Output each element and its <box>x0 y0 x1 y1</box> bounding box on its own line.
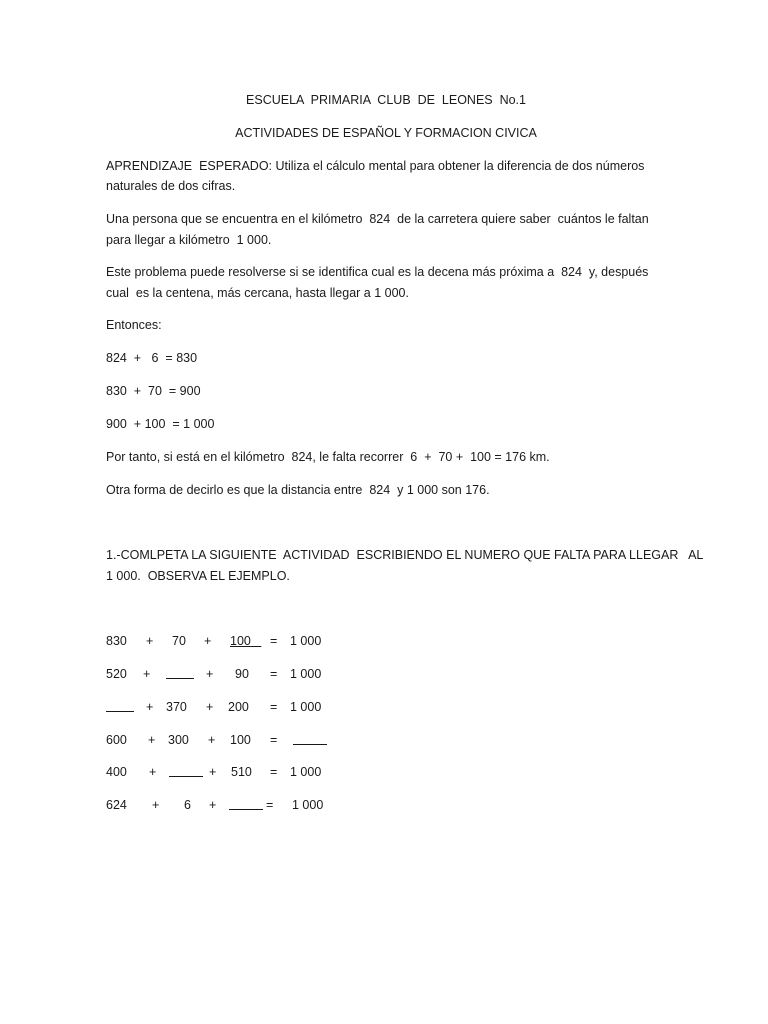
blank-operand-b[interactable] <box>169 762 203 783</box>
result: 1 000 <box>290 634 322 648</box>
plus-sign: + <box>204 634 212 648</box>
learning-objective-line-2: naturales de dos cifras. <box>106 179 236 193</box>
plus-sign: + <box>149 765 157 779</box>
equals-sign: = <box>270 765 278 779</box>
plus-sign: + <box>146 634 154 648</box>
blank-operand-b[interactable] <box>166 664 194 685</box>
result: 1 000 <box>290 765 322 779</box>
plus-sign: + <box>206 700 214 714</box>
blank-operand-c[interactable] <box>229 795 263 816</box>
exercise-row-5 <box>106 762 366 782</box>
plus-sign: + <box>146 700 154 714</box>
step-3: 900 + 100 = 1 000 <box>106 417 215 431</box>
exercise-row-3 <box>106 697 366 717</box>
plus-sign: + <box>209 765 217 779</box>
operand-a: 624 <box>106 798 127 812</box>
equals-sign: = <box>270 634 278 648</box>
plus-sign: + <box>208 733 216 747</box>
operand-a: 600 <box>106 733 127 747</box>
operand-c: 90 <box>235 667 249 681</box>
plus-sign: + <box>143 667 151 681</box>
equals-sign: = <box>270 700 278 714</box>
activity-instruction-line-2: 1 000. OBSERVA EL EJEMPLO. <box>106 569 290 583</box>
explanation-line-1: Este problema puede resolverse si se identifica cual es la decena más próxima a 824 y, después <box>106 265 649 279</box>
blank-operand-a[interactable] <box>106 697 134 718</box>
exercise-row-2 <box>106 664 366 684</box>
plus-sign: + <box>209 798 217 812</box>
problem-line-1: Una persona que se encuentra en el kilómetro 824 de la carretera quiere saber cuántos le faltan <box>106 212 649 226</box>
step-2: 830 + 70 = 900 <box>106 384 201 398</box>
operand-c: 100 <box>230 733 251 747</box>
learning-objective-line-1: APRENDIZAJE ESPERADO: Utiliza el cálculo mental para obtener la diferencia de dos números <box>106 159 645 173</box>
operand-a: 400 <box>106 765 127 779</box>
operand-b: 6 <box>184 798 191 812</box>
activity-instruction-line-1: 1.-COMLPETA LA SIGUIENTE ACTIVIDAD ESCRIBIENDO EL NUMERO QUE FALTA PARA LLEGAR AL <box>106 548 704 562</box>
plus-sign: + <box>152 798 160 812</box>
equals-sign: = <box>270 733 278 747</box>
plus-sign: + <box>148 733 156 747</box>
plus-sign: + <box>206 667 214 681</box>
operand-a: 830 <box>106 634 127 648</box>
operand-a: 520 <box>106 667 127 681</box>
exercise-row-4 <box>106 730 366 750</box>
operand-b: 70 <box>172 634 186 648</box>
then-label: Entonces: <box>106 318 162 332</box>
result: 1 000 <box>290 700 322 714</box>
equals-sign: = <box>270 667 278 681</box>
school-title: ESCUELA PRIMARIA CLUB DE LEONES No.1 <box>246 93 526 107</box>
step-1: 824 + 6 = 830 <box>106 351 198 365</box>
blank-result[interactable] <box>293 730 327 751</box>
subject-title: ACTIVIDADES DE ESPAÑOL Y FORMACION CIVICA <box>235 126 537 140</box>
problem-line-2: para llegar a kilómetro 1 000. <box>106 233 272 247</box>
operand-c-answer: 100 <box>230 634 251 648</box>
operand-c: 200 <box>228 700 249 714</box>
other-way: Otra forma de decirlo es que la distancia entre 824 y 1 000 son 176. <box>106 483 490 497</box>
result: 1 000 <box>290 667 322 681</box>
result: 1 000 <box>292 798 324 812</box>
operand-b: 370 <box>166 700 187 714</box>
exercise-row-6 <box>106 795 366 815</box>
explanation-line-2: cual es la centena, más cercana, hasta llegar a 1 000. <box>106 286 409 300</box>
exercise-row-1 <box>106 631 366 651</box>
operand-c: 510 <box>231 765 252 779</box>
operand-b: 300 <box>168 733 189 747</box>
equals-sign: = <box>266 798 274 812</box>
conclusion: Por tanto, si está en el kilómetro 824, le falta recorrer 6 + 70 + 100 = 176 km. <box>106 450 550 464</box>
